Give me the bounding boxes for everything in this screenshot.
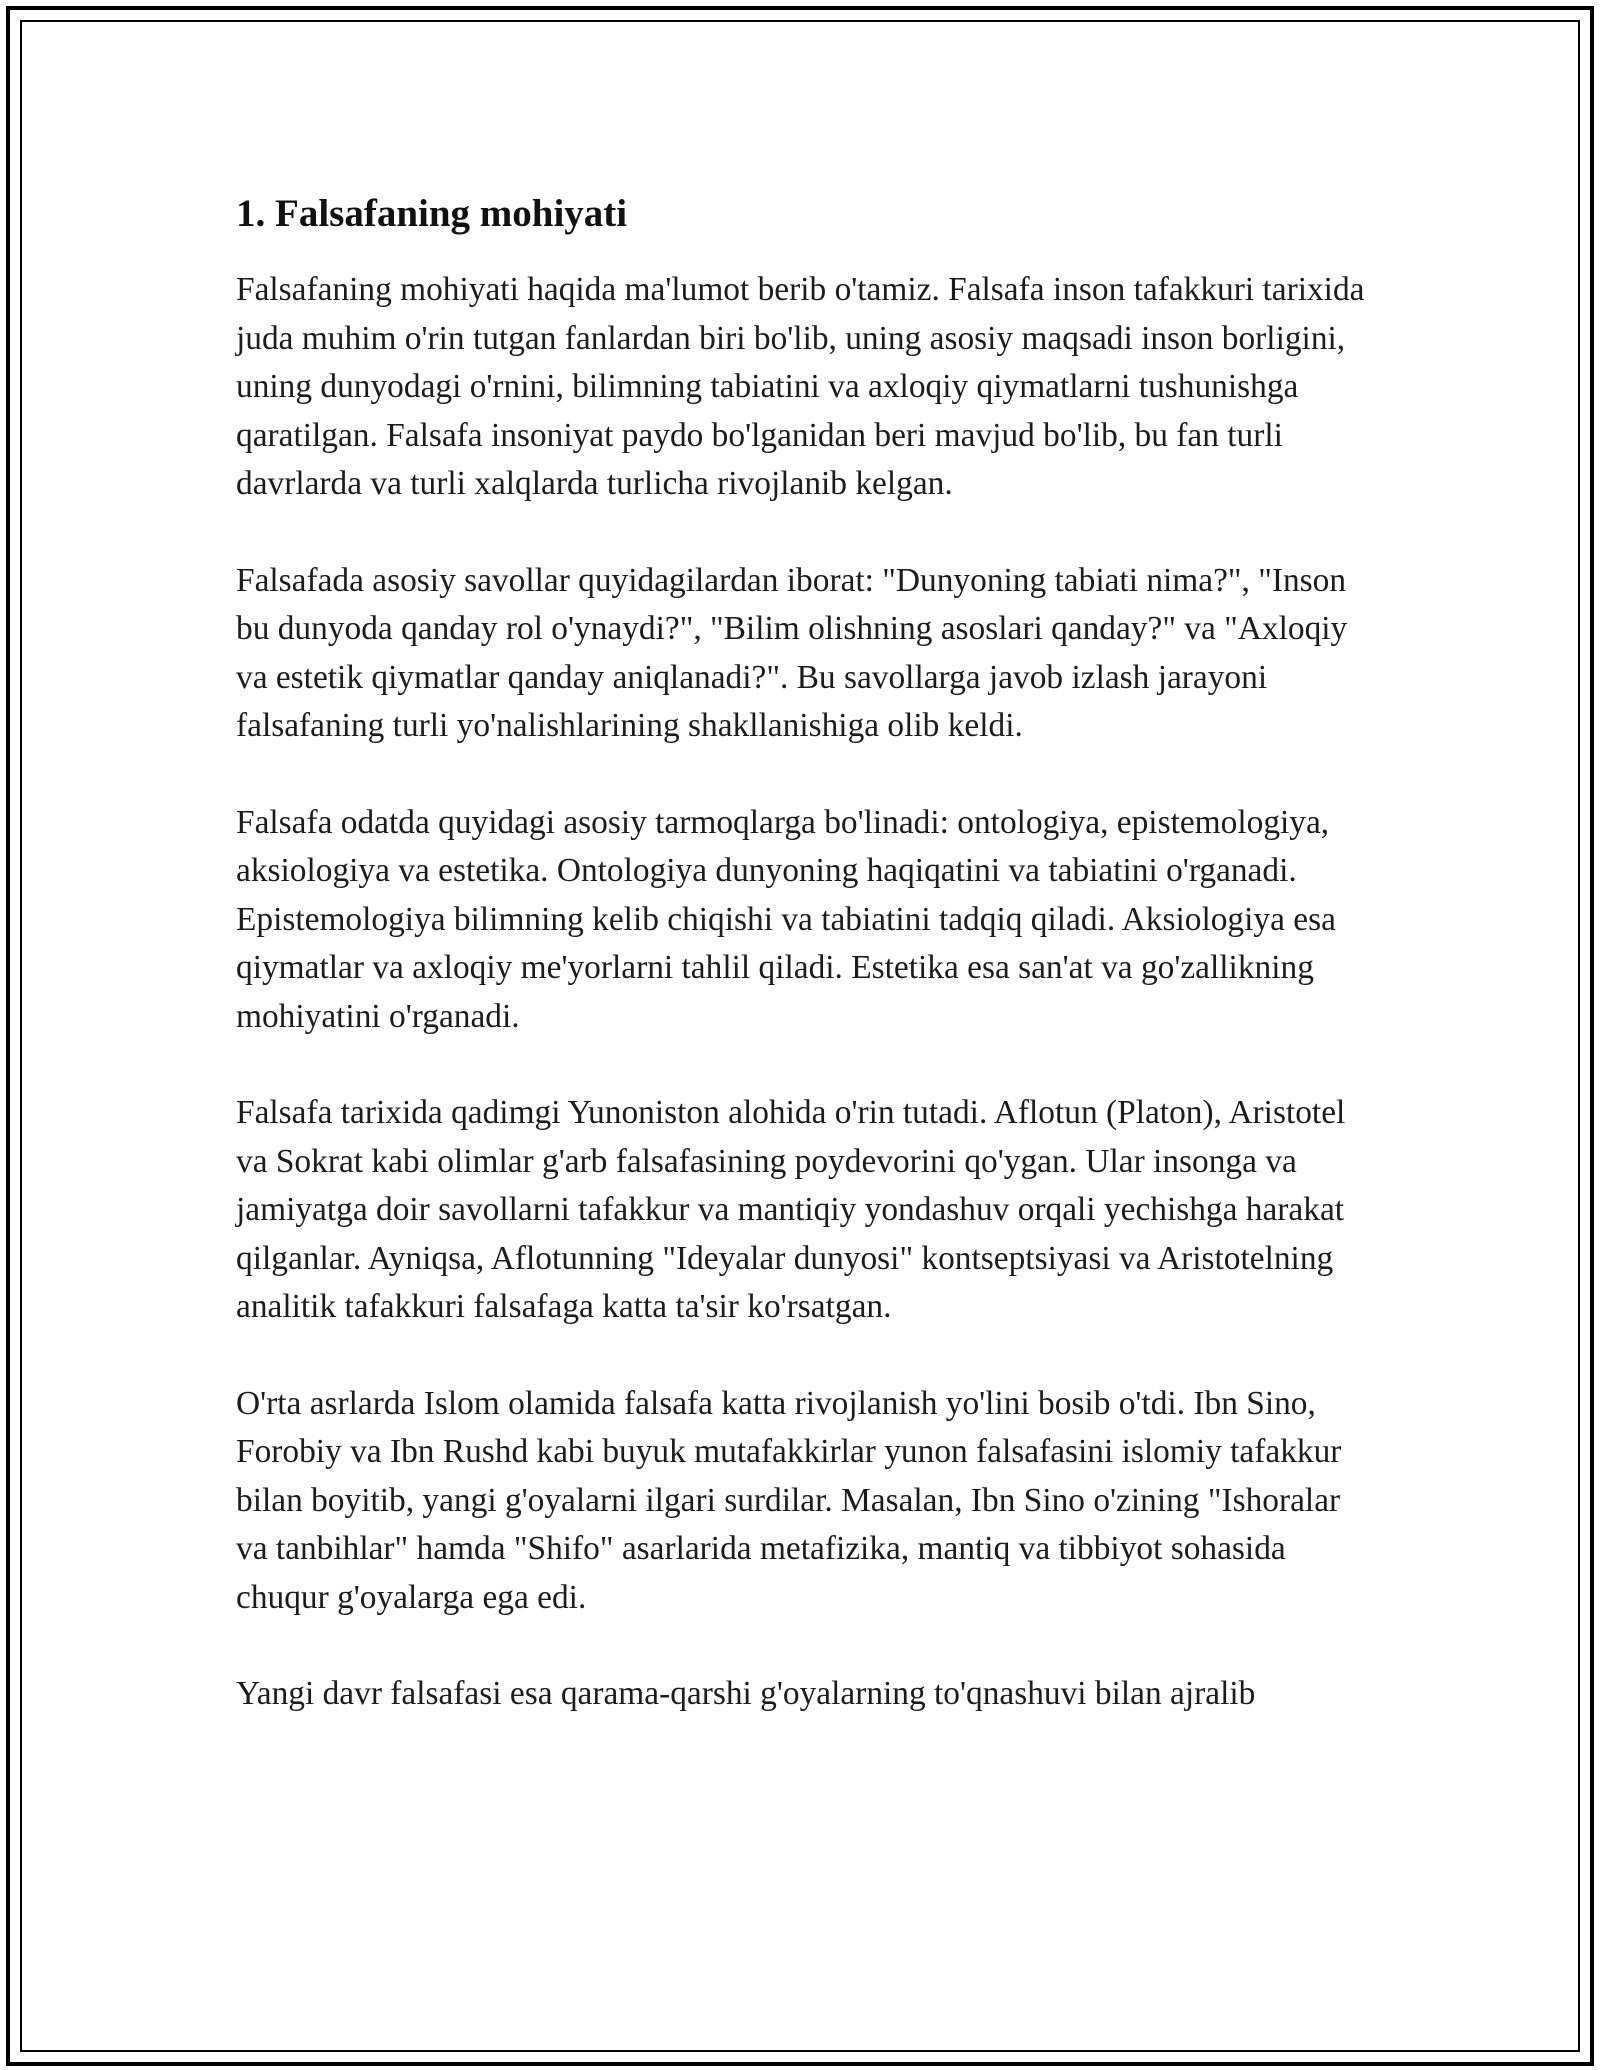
paragraph-3: Falsafa odatda quyidagi asosiy tarmoqlarga bo'linadi: ontologiya, epistemologiya, aksiologiya va estetika. Ontologiya dunyoning haqiqatini va tabiatini o'rganadi. Epistemologiya bilimning kelib chiqishi va tabiatini tadqiq qiladi. Aksiologiya esa qiymatlar va axloqiy me'yorlarni tahlil qiladi. Estetika esa san'at va go'zallikning mohiyatini o'rganadi. [236,803,1336,1035]
paragraph-5: O'rta asrlarda Islom olamida falsafa katta rivojlanish yo'lini bosib o'tdi. Ibn Sino, Forobiy va Ibn Rushd kabi buyuk mutafakkirlar yunon falsafasini islomiy tafakkur bilan boyitib, yangi g'oyalarni ilgari surdilar. Masalan, Ibn Sino o'zining "Ishoralar va tanbihlar" hamda "Shifo" asarlarida metafizika, mantiq va tibbiyot sohasida chuqur g'oyalarga ega edi. [236,1384,1342,1616]
section-title: 1. Falsafaning mohiyati [236,192,628,235]
paragraph-6: Yangi davr falsafasi esa qarama-qarshi g'oyalarning to'qnashuvi bilan ajralib [236,1675,1256,1712]
paragraph-2: Falsafada asosiy savollar quyidagilardan iborat: "Dunyoning tabiati nima?", "Inson bu dunyoda qanday rol o'ynaydi?", "Bilim olishning asoslari qanday?" va "Axloqiy va estetik qiymatlar qanday aniqlanadi?". Bu savollarga javob izlash jarayoni falsafaning turli yo'nalishlarining shakllanishiga olib keldi. [236,561,1348,744]
document-body [236,188,1366,1767]
paragraph-4: Falsafa tarixida qadimgi Yunoniston alohida o'rin tutadi. Aflotun (Platon), Aristotel va Sokrat kabi olimlar g'arb falsafasining poydevorini qo'ygan. Ular insonga va jamiyatga doir savollarni tafakkur va mantiqiy yondashuv orqali yechishga harakat qilganlar. Ayniqsa, Aflotunning "Ideyalar dunyosi" kontseptsiyasi va Aristotelning analitik tafakkuri falsafaga katta ta'sir ko'rsatgan. [236,1094,1346,1325]
paragraph-1: Falsafaning mohiyati haqida ma'lumot berib o'tamiz. Falsafa inson tafakkuri tarixida juda muhim o'rin tutgan fanlardan biri bo'lib, uning asosiy maqsadi inson borligini, uning dunyodagi o'rnini, bilimning tabiatini va axloqiy qiymatlarni tushunishga qaratilgan. Falsafa insoniyat paydo bo'lganidan beri mavjud bo'lib, bu fan turli davrlarda va turli xalqlarda turlicha rivojlanib kelgan. [236,271,1365,502]
